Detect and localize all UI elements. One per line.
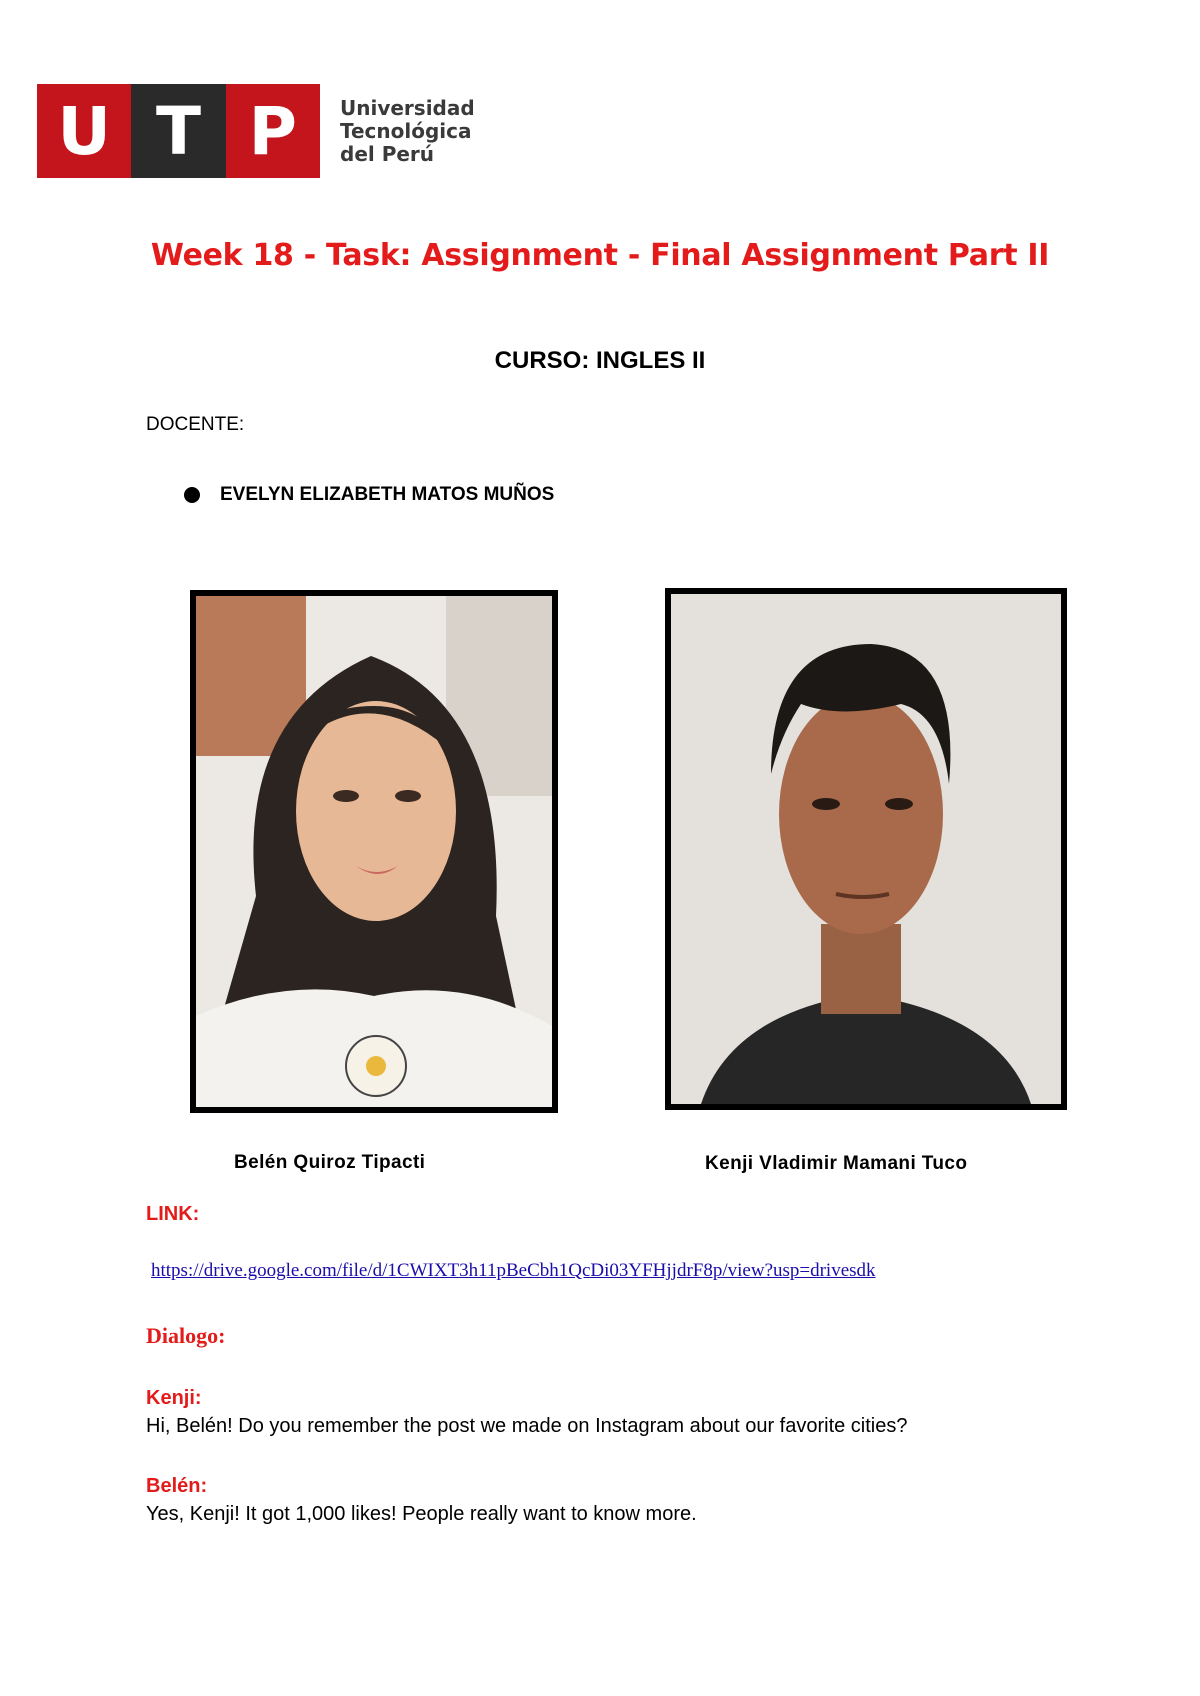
document-title: Week 18 - Task: Assignment - Final Assignment Part II <box>150 238 1050 273</box>
drive-link[interactable]: https://drive.google.com/file/d/1CWIXT3h11pBeCbh1QcDi03YFHjjdrF8p/view?usp=drivesdk <box>151 1260 876 1281</box>
student-photo-belen <box>190 590 558 1113</box>
dialogue-line-1: Hi, Belén! Do you remember the post we made on Instagram about our favorite cities? <box>146 1415 908 1437</box>
course-heading: CURSO: INGLES II <box>494 347 706 374</box>
student-caption-1: Belén Quiroz Tipacti <box>234 1152 426 1173</box>
teacher-list-item <box>184 484 554 506</box>
logo-letter-t: T <box>131 84 225 178</box>
teacher-name: EVELYN ELIZABETH MATOS MUÑOS <box>220 484 555 505</box>
dialogue-line-2: Yes, Kenji! It got 1,000 likes! People really want to know more. <box>146 1503 697 1525</box>
logo-letter-p: P <box>248 92 297 170</box>
dialogo-heading: Dialogo: <box>146 1323 226 1348</box>
link-label: LINK: <box>146 1203 200 1225</box>
student-caption-2: Kenji Vladimir Mamani Tuco <box>705 1153 968 1174</box>
portrait-girl-image <box>196 596 552 1107</box>
bullet-icon <box>184 487 200 503</box>
logo-letter-u: U <box>57 92 111 170</box>
logo-line-3: del Perú <box>340 142 435 166</box>
logo-line-1: Universidad <box>340 96 475 120</box>
speaker-kenji: Kenji: <box>146 1387 202 1409</box>
portrait-boy-image <box>671 594 1061 1104</box>
logo-wordmark <box>340 97 475 166</box>
docente-label: DOCENTE: <box>146 414 245 435</box>
logo-line-2: Tecnológica <box>340 119 472 143</box>
speaker-belen: Belén: <box>146 1475 208 1497</box>
utp-logo <box>37 84 320 178</box>
student-photo-kenji <box>665 588 1067 1110</box>
